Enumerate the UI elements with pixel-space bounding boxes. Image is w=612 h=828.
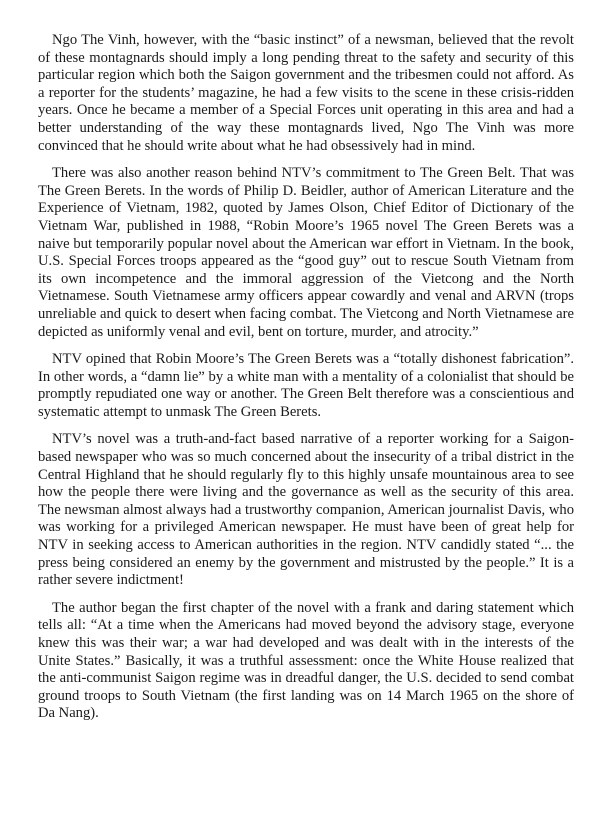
paragraph-2: There was also another reason behind NTV’s commitment to The Green Belt. That was The Green Berets. In the words of Philip D. Beidler, author of American Literature and the Experience of Vietnam, 1982, quoted by James Olson, Chief Editor of Dictionary of the Vietnam War, published in 1988, “Robin Moore’s 1965 novel The Green Berets was a naive but temporarily popular novel about the American war effort in Vietnam. In the book, U.S. Special Forces troops appeared as the “good guy” out to rescue South Vietnam from its own incompetence and the immoral aggression of the Vietcong and the North Vietnamese. South Vietnamese army officers appear cowardly and venal and ARVN (trops unreliable and quick to desert when facing combat. The Vietcong and North Vietnamese are depicted as uniformly venal and evil, bent on torture, murder, and atrocity.” bbox=[38, 165, 574, 340]
paragraph-3: NTV opined that Robin Moore’s The Green Berets was a “totally dishonest fabrication”. In other words, a “damn lie” by a white man with a mentality of a colonialist that should be promptly repudiated one way or another. The Green Belt therefore was a conscientious and systematic attempt to unmask The Green Berets. bbox=[38, 351, 574, 420]
paragraph-1: Ngo The Vinh, however, with the “basic instinct” of a newsman, believed that the revolt of these montagnards should imply a long pending threat to the safety and security of this particular region which both the Saigon government and the tribesmen could not afford. As a reporter for the students’ magazine, he had a few visits to the scene in these crisis-ridden years. Once he became a member of a Special Forces unit operating in this area and had a better understanding of the way these montagnards lived, Ngo The Vinh was more convinced that he should write about what he had obsessively had in mind. bbox=[38, 32, 574, 154]
paragraph-5: The author began the first chapter of the novel with a frank and daring statement which tells all: “At a time when the Americans had moved beyond the advisory stage, everyone knew this was their war; a war had developed and was dealt with in the interests of the Unite States.” Basically, it was a truthful assessment: once the White House realized that the anti-communist Saigon regime was in dreadful danger, the U.S. decided to send combat ground troops to South Vietnam (the first landing was on 14 March 1965 on the shore of Da Nang). bbox=[38, 599, 574, 722]
paragraph-4: NTV’s novel was a truth-and-fact based narrative of a reporter working for a Saigon-based newspaper who was so much concerned about the insecurity of a tribal district in the Central Highland that he should regularly fly to this highly unsafe mountainous area to see how the people there were living and the governance as well as the security of this area. The newsman almost always had a trustworthy companion, American journalist Davis, who was working for a privileged American newspaper. He must have been of great help for NTV in seeking access to American authorities in the region. NTV candidly stated “... the press being considered an enemy by the government and mistrusted by the people.” It is a rather severe indictment! bbox=[38, 431, 574, 589]
document-page bbox=[38, 32, 574, 733]
